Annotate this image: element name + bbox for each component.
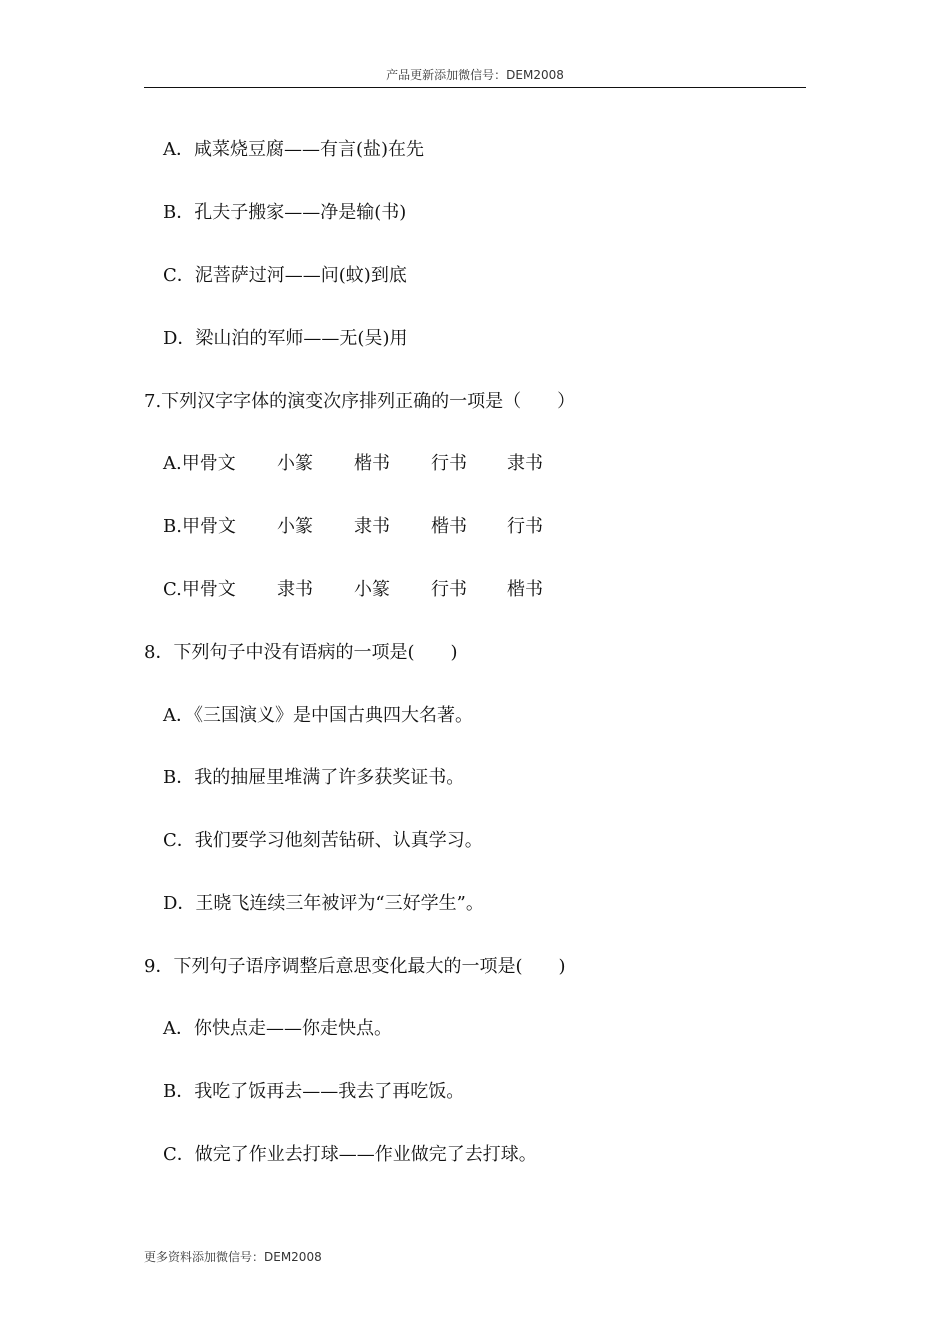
q8-option-b: B．我的抽屉里堆满了许多获奖证书。 xyxy=(163,767,465,788)
q7-option-a-cell: A.甲骨文 xyxy=(163,453,236,474)
q9-option-b: B．我吃了饭再去——我去了再吃饭。 xyxy=(163,1081,465,1102)
q6-option-c: C．泥菩萨过河——问(蚊)到底 xyxy=(163,265,407,286)
q6-option-d: D．梁山泊的军师——无(吴)用 xyxy=(163,328,408,349)
q7-option-b-cell: 小篆 xyxy=(277,516,313,537)
q7-option-a-cell: 小篆 xyxy=(277,453,313,474)
q7-option-c-cell: 隶书 xyxy=(277,579,313,600)
page-header: 产品更新添加微信号：DEM2008 xyxy=(386,68,564,82)
q6-option-b: B．孔夫子搬家——净是输(书) xyxy=(163,202,407,223)
q7-option-b-cell: 楷书 xyxy=(431,516,467,537)
q7-option-b-cell: 行书 xyxy=(507,516,543,537)
q7-option-b xyxy=(163,515,567,539)
header-rule xyxy=(144,87,806,88)
q7-option-c xyxy=(163,578,567,602)
q7-option-c-cell: 小篆 xyxy=(354,579,390,600)
q7-option-c-cell: 楷书 xyxy=(507,579,543,600)
page-footer: 更多资料添加微信号：DEM2008 xyxy=(144,1250,322,1264)
q8-option-c: C．我们要学习他刻苦钻研、认真学习。 xyxy=(163,830,483,851)
q7-option-a-cell: 隶书 xyxy=(507,453,543,474)
q7-option-b-cell: B.甲骨文 xyxy=(163,516,236,537)
q6-option-a: A．咸菜烧豆腐——有言(盐)在先 xyxy=(163,139,425,160)
q7-option-a-cell: 楷书 xyxy=(354,453,390,474)
q7-option-a xyxy=(163,452,567,476)
q8-option-a: A．《三国演义》是中国古典四大名著。 xyxy=(163,705,473,726)
q7-option-a-cell: 行书 xyxy=(431,453,467,474)
q7-option-c-cell: C.甲骨文 xyxy=(163,579,236,600)
q7-stem: 7.下列汉字字体的演变次序排列正确的一项是（ ） xyxy=(144,391,576,412)
q9-stem: 9．下列句子语序调整后意思变化最大的一项是( ) xyxy=(144,956,566,977)
q8-stem: 8．下列句子中没有语病的一项是( ) xyxy=(144,642,458,663)
q7-option-b-cell: 隶书 xyxy=(354,516,390,537)
q8-option-d: D．王晓飞连续三年被评为“三好学生”。 xyxy=(163,893,484,914)
q7-option-c-cell: 行书 xyxy=(431,579,467,600)
q9-option-a: A．你快点走——你走快点。 xyxy=(163,1018,392,1039)
q9-option-c: C．做完了作业去打球——作业做完了去打球。 xyxy=(163,1144,537,1165)
